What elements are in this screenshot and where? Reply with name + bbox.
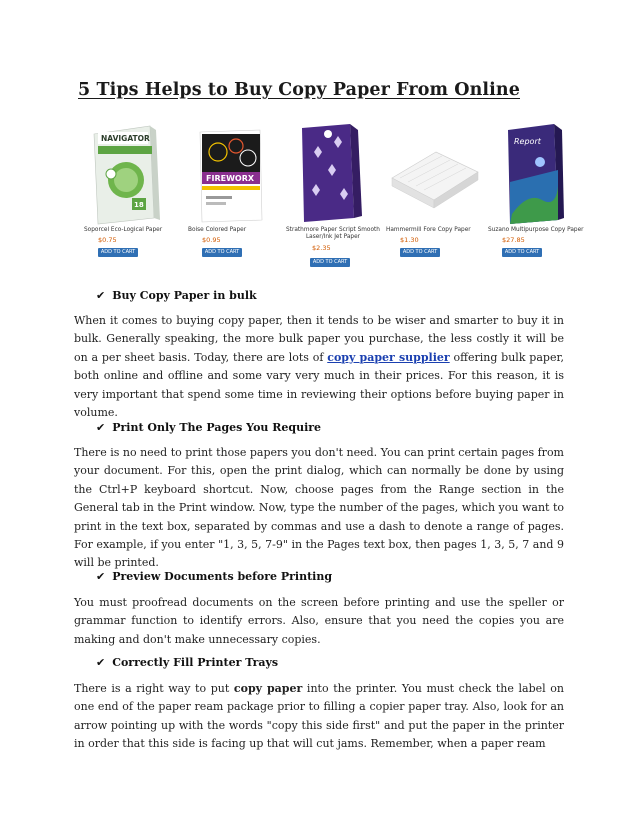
section-heading xyxy=(96,656,278,669)
product-name: Strathmore Paper Script Smooth Laser/Ink Jet Paper xyxy=(286,227,380,240)
paragraph-text: When it comes to buying copy paper, then it tends to be wiser and smarter to buy it in bulk. Generally speaking, the more bulk paper you purchase, the less costly it will be on a per sheet basis. Today, there are lots of xyxy=(74,314,564,364)
hammermill-paper-image xyxy=(386,122,484,226)
paragraph-text: into the printer. You must check the label on one end of the paper ream package prior to filling a copier paper tray. Also, look for an arrow pointing up with the words "copy this side first" and put the paper in the printer in order that this side is facing up that will cut jams. Remember, when a paper ream xyxy=(74,682,564,751)
navigator-brand-text: NAVIGATOR xyxy=(101,134,150,143)
product-name: Boise Colored Paper xyxy=(188,227,247,233)
report-brand-text: Report xyxy=(514,137,541,146)
paragraph-text: You must proofread documents on the screen before printing and use the speller or grammar function to identify errors. Also, ensure that you need the copies you are making and don't make unnecessary copies. xyxy=(74,596,564,646)
navigator-badge-text: 18 xyxy=(134,201,144,209)
add-to-cart-button[interactable]: ADD TO CART xyxy=(400,248,440,257)
product-name: Soporcel Eco-Logical Paper xyxy=(84,227,163,233)
paragraph-text: There is a right way to put xyxy=(74,682,234,695)
product-card xyxy=(188,122,286,272)
navigator-paper-image xyxy=(84,122,182,226)
add-to-cart-button[interactable]: ADD TO CART xyxy=(202,248,242,257)
section-paragraph xyxy=(74,444,564,573)
add-to-cart-button[interactable]: ADD TO CART xyxy=(98,248,138,257)
section-heading-text: Print Only The Pages You Require xyxy=(112,421,322,434)
checkmark-icon: ✔ xyxy=(96,421,106,434)
product-price: $0.95 xyxy=(202,236,221,244)
report-paper-image xyxy=(488,122,586,226)
section-heading-text: Buy Copy Paper in bulk xyxy=(112,289,257,302)
product-price: $0.75 xyxy=(98,236,117,244)
section-paragraph xyxy=(74,594,564,649)
product-card xyxy=(284,122,382,272)
product-name: Suzano Multipurpose Copy Paper xyxy=(488,227,584,233)
checkmark-icon: ✔ xyxy=(96,656,106,669)
page-title: 5 Tips Helps to Buy Copy Paper From Online xyxy=(78,80,520,100)
section-heading-text: Preview Documents before Printing xyxy=(112,570,333,583)
add-to-cart-button[interactable]: ADD TO CART xyxy=(502,248,542,257)
section-heading xyxy=(96,570,332,583)
product-strip xyxy=(84,122,584,272)
product-price: $27.85 xyxy=(502,236,525,244)
strathmore-paper-image xyxy=(284,122,382,226)
section-heading xyxy=(96,421,321,434)
product-name: Hammermill Fore Copy Paper xyxy=(386,227,471,233)
paragraph-text: offering bulk paper, both online and offline and some vary very much in their prices. For this reason, it is very important that spend some time in reviewing their options before buying paper in volume. xyxy=(74,350,564,420)
fireworx-brand-text: FIREWORX xyxy=(206,174,255,183)
checkmark-icon: ✔ xyxy=(96,289,106,302)
section-heading xyxy=(96,289,257,302)
paragraph-text: There is no need to print those papers you don't need. You can print certain pages from your document. For this, open the print dialog, which can normally be done by using the Ctrl+P keyboard shortcut. Now, choose pages from the Range section in the General tab in the Print window. Now, type the number of the pages, which you want to print in the text box, separated by commas and use a dash to denote a range of pages. For example, if you enter "1, 3, 5, 7-9" in the Pages text box, then pages 1, 3, 5, 7 and 9 will be printed. xyxy=(74,446,564,570)
add-to-cart-button[interactable]: ADD TO CART xyxy=(310,258,350,267)
section-paragraph xyxy=(74,680,564,754)
product-price: $2.35 xyxy=(312,244,331,252)
section-heading-text: Correctly Fill Printer Trays xyxy=(112,656,279,669)
copy-paper-supplier-link[interactable]: copy paper supplier xyxy=(327,350,450,364)
fireworx-paper-image xyxy=(188,122,286,226)
product-card xyxy=(386,122,484,272)
product-card xyxy=(488,122,586,272)
product-card xyxy=(84,122,182,272)
bold-keyword: copy paper xyxy=(233,682,303,695)
section-paragraph xyxy=(74,312,564,422)
checkmark-icon: ✔ xyxy=(96,570,106,583)
product-price: $1.30 xyxy=(400,236,419,244)
